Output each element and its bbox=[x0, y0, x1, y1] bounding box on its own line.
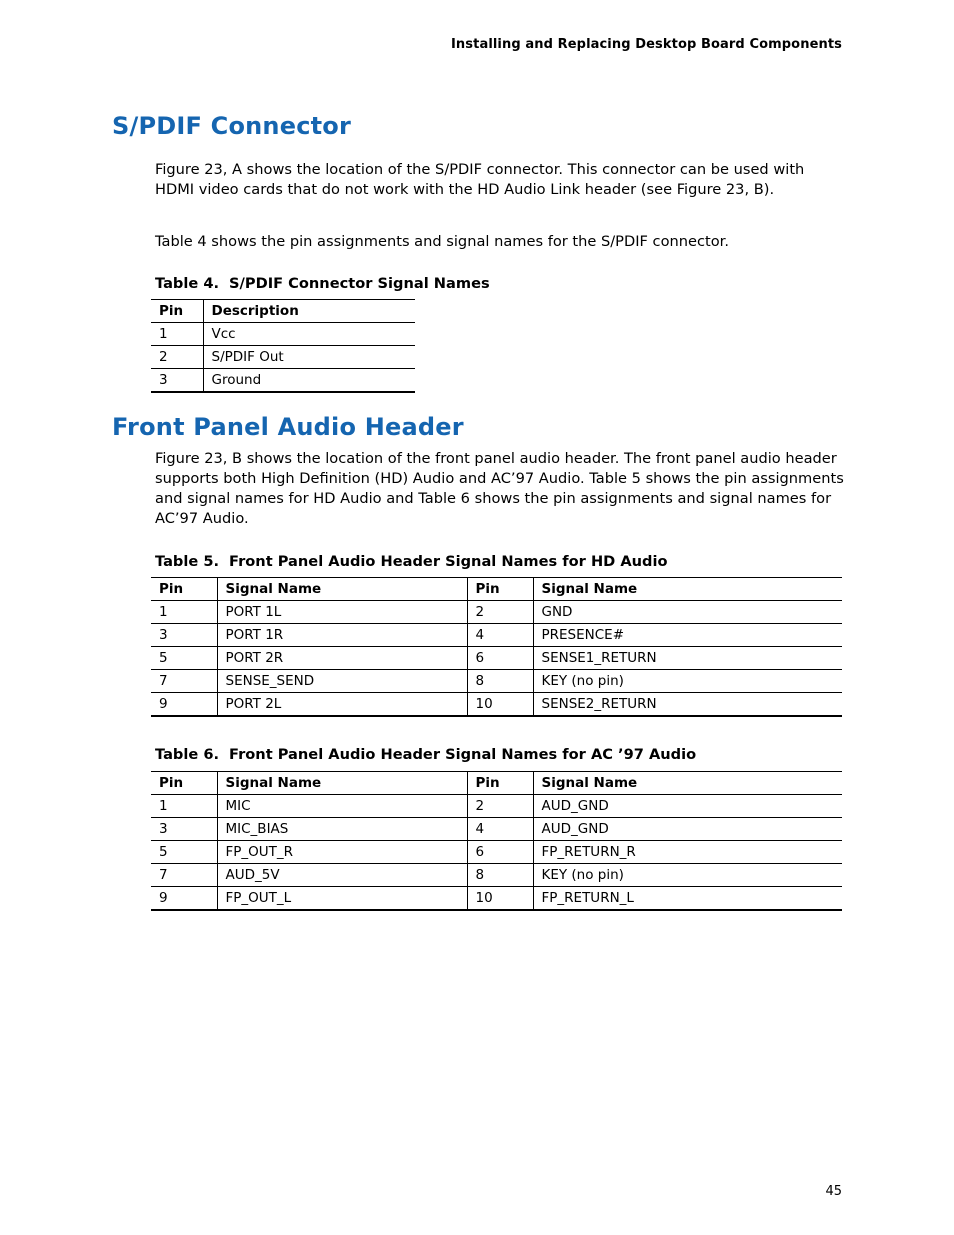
table-header-cell: Pin bbox=[151, 578, 217, 601]
table-row bbox=[151, 818, 842, 841]
table-cell: SENSE2_RETURN bbox=[533, 693, 842, 717]
table-row bbox=[151, 601, 842, 624]
table-cell: KEY (no pin) bbox=[533, 864, 842, 887]
table-cell: 10 bbox=[467, 693, 533, 717]
table-cell: 9 bbox=[151, 693, 217, 717]
table-cell: 3 bbox=[151, 624, 217, 647]
table-cell: 8 bbox=[467, 864, 533, 887]
table4-caption-title: S/PDIF Connector Signal Names bbox=[229, 275, 490, 292]
table-cell: 3 bbox=[151, 818, 217, 841]
table-row bbox=[151, 841, 842, 864]
table-cell: 2 bbox=[151, 346, 203, 369]
table4-spdif-signals bbox=[151, 299, 415, 393]
table-cell: 8 bbox=[467, 670, 533, 693]
table5-hd-audio-signals bbox=[151, 577, 842, 717]
table4-caption-number: Table 4. bbox=[155, 275, 220, 292]
table5-caption bbox=[155, 553, 668, 570]
table-cell: MIC_BIAS bbox=[217, 818, 467, 841]
table-cell: 7 bbox=[151, 864, 217, 887]
table-row bbox=[151, 346, 415, 369]
table-cell: 2 bbox=[467, 601, 533, 624]
table6-caption-number: Table 6. bbox=[155, 746, 220, 763]
table6-caption-title: Front Panel Audio Header Signal Names for AC ’97 Audio bbox=[229, 746, 697, 763]
table-header-cell: Signal Name bbox=[217, 578, 467, 601]
table-cell: SENSE1_RETURN bbox=[533, 647, 842, 670]
table-header-cell: Pin bbox=[467, 772, 533, 795]
table-cell: 5 bbox=[151, 841, 217, 864]
table-cell: S/PDIF Out bbox=[203, 346, 415, 369]
table-cell: 9 bbox=[151, 887, 217, 911]
table-header-cell: Pin bbox=[151, 772, 217, 795]
table-cell: FP_RETURN_R bbox=[533, 841, 842, 864]
table-cell: PORT 1L bbox=[217, 601, 467, 624]
spdif-table-reference-paragraph: Table 4 shows the pin assignments and signal names for the S/PDIF connector. bbox=[155, 233, 729, 250]
table-cell: 6 bbox=[467, 647, 533, 670]
table-cell: 6 bbox=[467, 841, 533, 864]
table-header-cell: Pin bbox=[467, 578, 533, 601]
table-row bbox=[151, 369, 415, 393]
table-header-row bbox=[151, 772, 842, 795]
table5-caption-title: Front Panel Audio Header Signal Names for HD Audio bbox=[229, 553, 668, 570]
table-cell: 3 bbox=[151, 369, 203, 393]
table-cell: 4 bbox=[467, 624, 533, 647]
table-header-cell: Description bbox=[203, 300, 415, 323]
spdif-intro-paragraph: Figure 23, A shows the location of the S/PDIF connector. This connector can be used with HDMI video cards that do not work with the HD Audio Link header (see Figure 23, B). bbox=[155, 161, 805, 198]
table-row bbox=[151, 864, 842, 887]
table4-caption bbox=[155, 275, 490, 292]
table-header-row bbox=[151, 300, 415, 323]
table-cell: 5 bbox=[151, 647, 217, 670]
table-row bbox=[151, 693, 842, 717]
table-cell: FP_RETURN_L bbox=[533, 887, 842, 911]
table-cell: 1 bbox=[151, 323, 203, 346]
table-cell: PRESENCE# bbox=[533, 624, 842, 647]
table-cell: KEY (no pin) bbox=[533, 670, 842, 693]
table-cell: 7 bbox=[151, 670, 217, 693]
table-cell: FP_OUT_R bbox=[217, 841, 467, 864]
table-cell: SENSE_SEND bbox=[217, 670, 467, 693]
spdif-heading: S/PDIF Connector bbox=[112, 112, 352, 140]
table-row bbox=[151, 647, 842, 670]
table-row bbox=[151, 323, 415, 346]
table-cell: AUD_GND bbox=[533, 795, 842, 818]
table-cell: FP_OUT_L bbox=[217, 887, 467, 911]
table-header-cell: Signal Name bbox=[533, 772, 842, 795]
table-cell: 4 bbox=[467, 818, 533, 841]
table-row bbox=[151, 795, 842, 818]
page-number: 45 bbox=[825, 1184, 842, 1199]
table-cell: Ground bbox=[203, 369, 415, 393]
table-cell: 10 bbox=[467, 887, 533, 911]
table-header-cell: Signal Name bbox=[217, 772, 467, 795]
table6-ac97-audio-signals bbox=[151, 771, 842, 911]
table-cell: 2 bbox=[467, 795, 533, 818]
table-cell: Vcc bbox=[203, 323, 415, 346]
table-cell: AUD_5V bbox=[217, 864, 467, 887]
table-header-cell: Signal Name bbox=[533, 578, 842, 601]
table-row bbox=[151, 887, 842, 911]
table-header-row bbox=[151, 578, 842, 601]
table-cell: 1 bbox=[151, 601, 217, 624]
running-header: Installing and Replacing Desktop Board Components bbox=[451, 37, 842, 52]
table5-caption-number: Table 5. bbox=[155, 553, 220, 570]
table-cell: AUD_GND bbox=[533, 818, 842, 841]
table-cell: PORT 1R bbox=[217, 624, 467, 647]
table-cell: MIC bbox=[217, 795, 467, 818]
table-row bbox=[151, 670, 842, 693]
table6-caption bbox=[155, 746, 696, 763]
table-header-cell: Pin bbox=[151, 300, 203, 323]
table-row bbox=[151, 624, 842, 647]
front-panel-audio-heading: Front Panel Audio Header bbox=[112, 413, 464, 441]
table-cell: GND bbox=[533, 601, 842, 624]
table-cell: PORT 2L bbox=[217, 693, 467, 717]
front-panel-audio-paragraph: Figure 23, B shows the location of the front panel audio header. The front panel audio header supports both High Definition (HD) Audio and AC’97 Audio. Table 5 shows the pin assignments and signal names for HD Audio and Table 6 shows the pin assignments and signal names for AC’97 Audio. bbox=[155, 450, 844, 527]
table-cell: PORT 2R bbox=[217, 647, 467, 670]
table-cell: 1 bbox=[151, 795, 217, 818]
